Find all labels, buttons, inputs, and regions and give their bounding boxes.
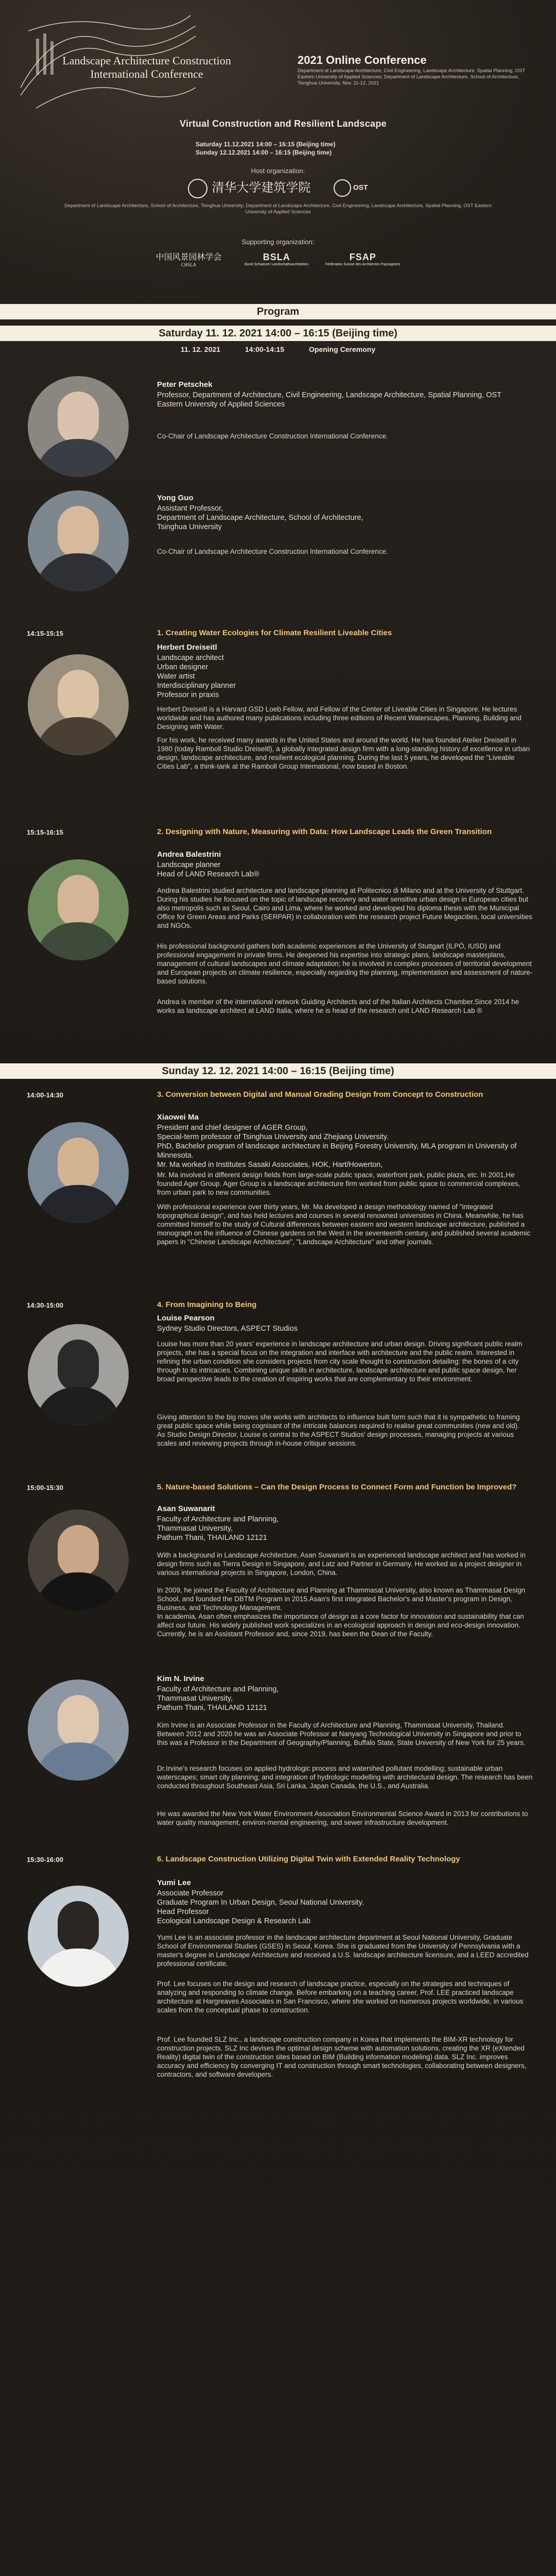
speaker-photo-guo — [28, 490, 129, 591]
speaker-photo-suwanarit — [28, 1510, 129, 1611]
online-conference-label: 2021 Online Conference — [298, 54, 427, 66]
speaker-photo-dreiseitl — [28, 654, 129, 755]
speaker-photo-pearson — [28, 1324, 129, 1425]
speaker-photo-petschek — [28, 376, 129, 477]
speaker-bio: Herbert Dreiseitl is a Harvard GSD Loeb Fellow, and Fellow of the Center of Liveable Cities in Singapore. He lectures worldwide and has authored many publications including three editions of Recent Waterscapes, Planning, Building and Designing with Water. — [157, 705, 522, 731]
session-time: 14:15-15:15 — [27, 630, 63, 637]
speaker-photo-balestrini — [28, 859, 129, 960]
speaker-name: Herbert Dreiseitl — [157, 643, 217, 652]
speaker-bio: In 2009, he joined the Faculty of Architecture and Planning at Thammasat University, also known as Thammasat Design School, and founded the DBTM Program in 2015.Asan's first integrated Bachelor's and Master's program in Design, Business, and Technology Management. In academia, Asan often emphasizes the importance of design as a core factor for innovation and sustainability that can affect our future. His widely published work specializes in an ecological approach in design and eco-design innovation. Currently, he is an Assistant Professor and, since 2019, has been the Dean of the Faculty. — [157, 1586, 526, 1638]
speaker-name: Yumi Lee — [157, 1878, 191, 1887]
speaker-photo-ma — [28, 1122, 129, 1223]
bsla-sub: Bund Schweizer Landschaftsarchitekten — [244, 262, 309, 266]
speaker-photo-irvine — [28, 1680, 129, 1781]
session-time: 15:30-16:00 — [27, 1856, 63, 1863]
host-organization-label: Host organization: — [251, 167, 305, 175]
session-time: 14:30-15:00 — [27, 1301, 63, 1309]
speaker-bio: Kim Irvine is an Associate Professor in the Faculty of Architecture and Planning, Thammasat University, Thailand. Between 2012 and 2020 he was an Associate Professor at Nanyang Technological University in Singapore and prior to this was a Professor in the Department of Geography/Planning, Buffalo State, State University of New York for 25 years. — [157, 1721, 526, 1747]
host-organizations-text: Department of Landscape Architecture, School of Architecture, Tsinghua University; Department of Landscape Architecture, Civil Engineering, Landscape Architecture, Spatial Planning, OST Eastern University of Applied Sciences — [64, 203, 492, 215]
bsla-logo — [245, 252, 309, 266]
chsla-logo — [156, 250, 222, 267]
speaker-role: Sydney Studio Directors, ASPECT Studios — [157, 1325, 298, 1333]
speaker-role: Landscape planner Head of LAND Research Lab® — [157, 861, 259, 878]
speaker-role: Faculty of Architecture and Planning, Thammasat University, Pathum Thani, THAILAND 12121 — [157, 1685, 279, 1712]
ost-logo — [334, 179, 368, 197]
opening-title: Opening Ceremony — [309, 345, 376, 353]
date-line-2: Sunday 12.12.2021 14:00 – 16:15 (Beijing time) — [196, 149, 332, 156]
speaker-name: Peter Petschek — [157, 380, 213, 389]
opening-ceremony-row — [0, 345, 556, 353]
ost-circle-icon — [334, 179, 351, 197]
supporting-organization-label: Supporting organization: — [241, 238, 315, 246]
speaker-bio: With professional experience over thirty years, Mr. Ma developed a design methodology named of "integrated topographical design", and has held lectures and courses in several renowned universities in China. Meanwhile, he has committed himself to the study of Cultural differences between eastern and western landscape architecture, published a monograph on the influence of Chinese gardens on the West in the seventeenth century, and published several academic papers in "Chinese Landscape Architecture", "Landscape Architecture" and other journals. — [157, 1203, 531, 1246]
program-bar: Program — [0, 304, 556, 319]
tsinghua-name: 清华大学建筑学院 — [212, 181, 311, 195]
chsla-sub: CHSLA — [181, 262, 197, 267]
host-logos — [0, 177, 556, 200]
speaker-name: Yong Guo — [157, 494, 194, 502]
opening-time: 14:00-14:15 — [245, 345, 285, 353]
session-time: 14:00-14:30 — [27, 1091, 63, 1099]
conference-theme: Virtual Construction and Resilient Landscape — [180, 118, 387, 129]
session-title: 3. Conversion between Digital and Manual Grading Design from Concept to Construction — [157, 1090, 483, 1099]
speaker-bio: Co-Chair of Landscape Architecture Construction International Conference. — [157, 432, 388, 440]
speaker-bio: Yumi Lee is an associate professor in the landscape architecture department at Seoul National University, Graduate School of Environmental Studies (GSES) in Seoul, Korea. She is graduated from the University of Pennsylvania with a master's degree in Landscape Architecture and received a U.S. landscape architecture licensure, and a LEED accredited professional certificate. — [157, 1934, 529, 1968]
speaker-role: Faculty of Architecture and Planning, Thammasat University, Pathum Thani, THAILAND 12121 — [157, 1515, 279, 1542]
speaker-role: President and chief designer of AGER Group, Special-term professor of Tsinghua University and Zhejiang University. PhD, Bachelor program of landscape architecture in Beijing Forestry University, MLA program in University of Minnesota. Mr. Ma worked in Institutes Sasaki Associates, HOK, Hart/Howerton, — [157, 1124, 517, 1169]
day1-bar: Saturday 11. 12. 2021 14:00 – 16:15 (Beijing time) — [0, 326, 556, 341]
speaker-bio: Prof. Lee founded SLZ Inc., a landscape construction company in Korea that implements the BIM-XR technology for construction projects. SLZ Inc devises the optimal design scheme with automation solutions, creating the XR (eXtended Reality) digital twin of the construction sites based on BIM (Building information modeling) data. SLZ Inc. improves accuracy and efficiency by converging IT and construction through smart technologies, collaborating between designers, contractors, and software developers. — [157, 2036, 527, 2078]
organizers-blurb: Department of Landscape Architecture, Civil Engineering, Landscape Architecture, Spatial Planning, OST Eastern University of Applied Sciences; Department of Landscape Architecture, School of Architecture, Tsinghua University, Nov. 11-12, 2021 — [298, 68, 525, 86]
session-title: 2. Designing with Nature, Measuring with Data: How Landscape Leads the Green Transition — [157, 827, 492, 836]
session-title: 6. Landscape Construction Utilizing Digital Twin with Extended Reality Technology — [157, 1855, 460, 1863]
speaker-bio: For his work, he received many awards in the United States and around the world. He has founded Atelier Dreiseitl in 1980 (today Ramboll Studio Dreiseitl), a globally integrated design firm with a long-standing history of excellence in urban design, landscape architecture, and resilient ecological planning. During the last 5 years, he developed the "Liveable Cities Lab", a think-tank at the Ramboll Group International, now based in Boston. — [157, 736, 530, 770]
session-title: 5. Nature-based Solutions – Can the Design Process to Connect Form and Function be Improved? — [157, 1483, 517, 1492]
fsap-name: FSAP — [349, 251, 376, 262]
poster-header — [0, 0, 556, 304]
conference-dates — [196, 140, 335, 157]
fsap-logo — [325, 252, 401, 266]
speaker-bio: Mr. Ma involved in different design fields from large-scale public space, waterfront park, public plaza, etc. In 2001,He founded Ager Group. Ager Group is a landscape architecture firm worked from public space to commercial complexes, from urban park to new communities. — [157, 1171, 520, 1196]
conference-title-line1: Landscape Architecture Construction — [62, 54, 231, 67]
speaker-name: Louise Pearson — [157, 1314, 215, 1323]
conference-title-line2: International Conference — [90, 67, 203, 80]
speaker-bio: Co-Chair of Landscape Architecture Construction International Conference. — [157, 548, 388, 555]
speaker-role: Assistant Professor, Department of Landscape Architecture, School of Architecture, Tsinghua University — [157, 504, 363, 531]
speaker-name: Xiaowei Ma — [157, 1113, 199, 1122]
ost-name: OST — [353, 183, 368, 192]
conference-title — [62, 54, 232, 81]
speaker-bio: He was awarded the New York Water Environment Association Environmental Science Award in 2013 for contributions to water quality management, environ-mental engineering, and sewer infrastructure development. — [157, 1810, 528, 1826]
session-title: 1. Creating Water Ecologies for Climate Resilient Liveable Cities — [157, 629, 392, 637]
bsla-name: BSLA — [263, 251, 290, 262]
speaker-role: Landscape architect Urban designer Water artist Interdisciplinary planner Professor in praxis — [157, 654, 236, 699]
session-time: 15:15-16:15 — [27, 828, 63, 836]
speaker-name: Andrea Balestrini — [157, 850, 221, 859]
tsinghua-seal-icon — [188, 179, 207, 198]
fsap-sub: Fédération Suisse des Architectes Paysagistes — [325, 262, 401, 266]
speaker-bio: Andrea Balestrini studied architecture and landscape planning at Politecnico di Milano and at the University of Stuttgart. During his studies he focused on the topic of landscape recovery and water sensitive urban design in European cities but also metropolis such as Seoul, Cairo and Lima, where he worked and developed his diploma thesis with the Municipal Office for Green Areas and Parks (SERPAR) in collaboration with the research project Future Megacities, local universities and NGOs. — [157, 887, 532, 929]
speaker-photo-lee — [28, 1886, 129, 1987]
day2-bar: Sunday 12. 12. 2021 14:00 – 16:15 (Beijing time) — [0, 1063, 556, 1079]
session-time: 15:00-15:30 — [27, 1484, 63, 1492]
speaker-name: Kim N. Irvine — [157, 1674, 204, 1683]
date-line-1: Saturday 11.12.2021 14:00 – 16:15 (Beijing time) — [196, 141, 336, 148]
speaker-role: Associate Professor Graduate Program In Urban Design, Seoul National University. Head Professor Ecological Landscape Design & Research Lab — [157, 1889, 364, 1925]
speaker-name: Asan Suwanarit — [157, 1504, 215, 1513]
speaker-bio: His professional background gathers both academic experiences at the University of Stuttgart (ILPÖ, IUSD) and professional engagement in private firms. He deepened his expertise into strategic plans, landscape masterplans, management of cultural landscapes and climate adaptation; he is involved in complex processes of territorial development and European projects on climate resilience, especially regarding the planning, implementation and assessment of nature-based solutions. — [157, 942, 533, 985]
speaker-bio: Giving attention to the big moves she works with architects to influence built form such that it is sympathetic to framing great public space while being cognisant of the intricate balances required to realise great communities (new and old). As Studio Design Director, Louise is central to the ASPECT Studios' design processes, managing projects at various scales and reviewing projects through in-house critique sessions. — [157, 1413, 520, 1447]
speaker-bio: With a background in Landscape Architecture, Asan Suwanarit is an experienced landscape architect and has worked in design firms such as Tierra Design in Singapore, and Latz and Partner in Germany. He worked as a project designer in various international projects in Singapore, London, China. — [157, 1551, 526, 1577]
speaker-bio: Dr.Irvine's research focuses on applied hydrologic process and watershed pollutant modelling; sustainable urban waterscapes; smart city planning; and integration of hydrologic modelling with architectural design. The research has been conducted throughout Southeast Asia, Sri Lanka, Japan Canada, the U.S., and Australia. — [157, 1765, 533, 1790]
speaker-bio: Andrea is member of the international network Guiding Architects and of the Italian Architects Chamber.Since 2014 he works as landscape architect at LAND Italia, where he is head of the research unit LAND Research Lab ® — [157, 998, 519, 1014]
speaker-bio: Louise has more than 20 years' experience in landscape architecture and urban design. Driving significant public realm projects, she has a special focus on the integration and interface with architecture and the public realm. Interested in refining the urban condition she considers projects from city scale thought to construction detailing: the bones of a city through to its intricacies. Combining unique skills in architecture, landscape architecture and public space design, her broad perspective leads to the creation of inspiring works that are complementary to their environment. — [157, 1340, 523, 1383]
speaker-bio: Prof. Lee focuses on the design and research of landscape practice, especially on the strategies and techniques of analyzing and responding to climate change. Before embarking on a teaching career, Prof. LEE practiced landscape architecture at Hargreaves Associates in San Francisco, where she worked on numerous projects worldwide, in various scales from the conceptual phase to construction. — [157, 1980, 524, 2014]
speaker-role: Professor, Department of Architecture, Civil Engineering, Landscape Architecture, Spatial Planning, OST Eastern University of Applied Sciences — [157, 391, 501, 409]
opening-date: 11. 12. 2021 — [180, 345, 220, 353]
session-title: 4. From Imagining to Being — [157, 1300, 257, 1309]
tsinghua-logo — [188, 177, 310, 198]
supporting-logos — [0, 250, 556, 267]
chsla-name: 中国风景园林学会 — [155, 253, 222, 262]
